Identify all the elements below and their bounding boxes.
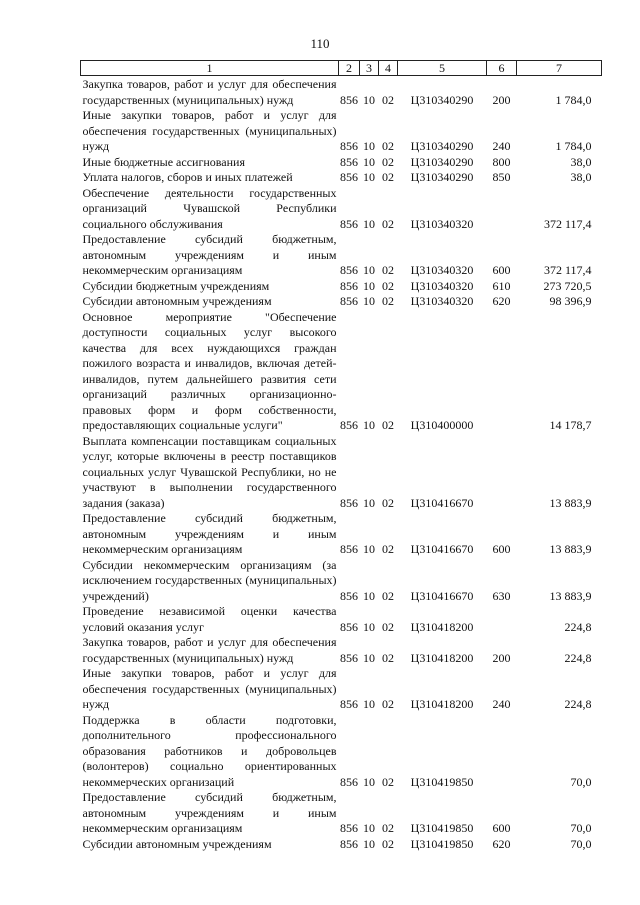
target-article-code: Ц310416670 — [410, 588, 474, 603]
amount: 224,8 — [564, 619, 592, 634]
section-code: 10 — [363, 588, 375, 603]
subsection-code: 02 — [382, 697, 394, 711]
row-name: Поддержка в области подготовки, дополнительного профессионального образования работников и добровольцев (волонтеров) социально ориентированных некоммерческих организаций — [82, 712, 337, 789]
ministry-code: 856 — [340, 216, 358, 231]
ministry-code: 856 — [340, 278, 358, 293]
ministry-code: 856 — [340, 154, 358, 169]
ministry-code: 856 — [340, 697, 358, 711]
subsection-code: 02 — [382, 619, 394, 634]
amount: 38,0 — [570, 154, 592, 169]
target-article-code: Ц310418200 — [410, 619, 474, 634]
budget-table — [80, 60, 602, 852]
target-article-code: Ц310340320 — [410, 263, 474, 277]
target-article-code: Ц310340290 — [410, 170, 474, 184]
target-article-code: Ц310400000 — [410, 418, 474, 432]
expense-type-code: 200 — [492, 650, 511, 665]
target-article-code: Ц310340290 — [410, 139, 474, 153]
subsection-code: 02 — [382, 821, 394, 835]
page-number: 110 — [310, 36, 330, 51]
ministry-code: 856 — [340, 836, 358, 851]
amount: 38,0 — [570, 170, 592, 184]
target-article-code: Ц310419850 — [410, 836, 474, 851]
expense-type-code: 850 — [492, 170, 511, 184]
target-article-code: Ц310418200 — [410, 697, 474, 711]
expense-type-code — [487, 310, 517, 434]
ministry-code: 856 — [340, 619, 358, 634]
subsection-code: 02 — [382, 139, 394, 153]
ministry-code: 856 — [340, 821, 358, 835]
row-name: Субсидии бюджетным учреждениям — [82, 278, 270, 293]
ministry-code: 856 — [340, 263, 358, 277]
column-header: 4 — [379, 61, 398, 76]
section-code: 10 — [363, 542, 375, 556]
section-code: 10 — [363, 418, 375, 432]
ministry-code: 856 — [340, 92, 358, 107]
amount: 70,0 — [570, 821, 592, 835]
amount: 1 784,0 — [555, 92, 592, 107]
row-name: Субсидии автономным учреждениям — [82, 294, 272, 308]
target-article-code: Ц310416670 — [410, 542, 474, 556]
table-row — [81, 155, 602, 171]
amount: 224,8 — [564, 650, 592, 665]
subsection-code: 02 — [382, 774, 394, 789]
amount: 372 117,4 — [543, 263, 592, 277]
table-row — [81, 837, 602, 853]
amount: 372 117,4 — [543, 216, 592, 231]
row-name: Иные закупки товаров, работ и услуг для обеспечения государственных (муниципальных) нужд — [82, 666, 337, 711]
subsection-code: 02 — [382, 294, 394, 308]
table-row — [81, 76, 602, 109]
target-article-code: Ц310340290 — [410, 154, 474, 169]
target-article-code: Ц310419850 — [410, 821, 474, 835]
amount: 224,8 — [564, 697, 592, 711]
column-header: 2 — [339, 61, 360, 76]
ministry-code: 856 — [340, 650, 358, 665]
section-code: 10 — [363, 774, 375, 789]
expense-type-code: 620 — [492, 836, 511, 851]
expense-type-code: 600 — [492, 542, 511, 556]
expense-type-code: 800 — [492, 154, 511, 169]
amount: 70,0 — [570, 836, 592, 851]
target-article-code: Ц310340320 — [410, 294, 474, 308]
ministry-code: 856 — [340, 774, 358, 789]
expense-type-code: 240 — [492, 139, 511, 153]
section-code: 10 — [363, 92, 375, 107]
ministry-code: 856 — [340, 588, 358, 603]
target-article-code: Ц310416670 — [410, 495, 474, 510]
row-name: Уплата налогов, сборов и иных платежей — [82, 170, 293, 184]
section-code: 10 — [363, 170, 375, 184]
row-name: Предоставление субсидий бюджетным, автономным учреждениям и иным некоммерческим организациям — [82, 790, 337, 835]
subsection-code: 02 — [382, 170, 394, 184]
subsection-code: 02 — [382, 263, 394, 277]
subsection-code: 02 — [382, 92, 394, 107]
amount: 70,0 — [570, 774, 592, 789]
row-name: Субсидии автономным учреждениям — [82, 836, 272, 851]
column-header: 3 — [360, 61, 379, 76]
table-row — [81, 558, 602, 605]
expense-type-code: 200 — [492, 92, 511, 107]
expense-type-code: 610 — [492, 278, 511, 293]
column-header: 6 — [487, 61, 517, 76]
subsection-code: 02 — [382, 154, 394, 169]
subsection-code: 02 — [382, 216, 394, 231]
row-name: Предоставление субсидий бюджетным, автономным учреждениям и иным некоммерческим организациям — [82, 511, 337, 556]
table-row — [81, 635, 602, 666]
ministry-code: 856 — [340, 170, 358, 184]
amount: 13 883,9 — [549, 588, 592, 603]
target-article-code: Ц310340320 — [410, 216, 474, 231]
section-code: 10 — [363, 278, 375, 293]
section-code: 10 — [363, 216, 375, 231]
subsection-code: 02 — [382, 418, 394, 432]
section-code: 10 — [363, 697, 375, 711]
row-name: Предоставление субсидий бюджетным, автономным учреждениям и иным некоммерческим организациям — [82, 232, 337, 277]
amount: 98 396,9 — [549, 294, 592, 308]
subsection-code: 02 — [382, 542, 394, 556]
ministry-code: 856 — [340, 495, 358, 510]
section-code: 10 — [363, 139, 375, 153]
amount: 273 720,5 — [543, 278, 592, 293]
subsection-code: 02 — [382, 495, 394, 510]
table-row — [81, 186, 602, 233]
table-row — [81, 294, 602, 310]
table-row — [81, 666, 602, 713]
expense-type-code: 600 — [492, 821, 511, 835]
section-code: 10 — [363, 263, 375, 277]
row-name: Субсидии некоммерческим организациям (за исключением государственных (муниципальных) учреждений) — [82, 557, 337, 603]
row-name: Иные закупки товаров, работ и услуг для обеспечения государственных (муниципальных) нужд — [82, 108, 337, 153]
target-article-code: Ц310340290 — [410, 92, 474, 107]
expense-type-code: 600 — [492, 263, 511, 277]
table-row — [81, 713, 602, 791]
row-name: Закупка товаров, работ и услуг для обеспечения государственных (муниципальных) нужд — [82, 635, 337, 665]
amount: 13 883,9 — [549, 542, 592, 556]
row-name: Проведение независимой оценки качества условий оказания услуг — [82, 604, 337, 634]
section-code: 10 — [363, 154, 375, 169]
column-header: 7 — [517, 61, 602, 76]
subsection-code: 02 — [382, 650, 394, 665]
subsection-code: 02 — [382, 836, 394, 851]
ministry-code: 856 — [340, 139, 358, 153]
target-article-code: Ц310419850 — [410, 774, 474, 789]
ministry-code: 856 — [340, 418, 358, 432]
expense-type-code: 630 — [492, 588, 511, 603]
expense-type-code — [487, 434, 517, 512]
amount: 14 178,7 — [549, 418, 592, 432]
section-code: 10 — [363, 650, 375, 665]
subsection-code: 02 — [382, 588, 394, 603]
row-name: Иные бюджетные ассигнования — [82, 154, 245, 169]
table-row — [81, 108, 602, 155]
column-header: 1 — [81, 61, 339, 76]
table-row — [81, 310, 602, 434]
row-name: Закупка товаров, работ и услуг для обеспечения государственных (муниципальных) нужд — [82, 77, 337, 107]
section-code: 10 — [363, 821, 375, 835]
expense-type-code: 620 — [492, 294, 511, 308]
header-row — [81, 61, 602, 76]
ministry-code: 856 — [340, 294, 358, 308]
table-body — [81, 76, 602, 853]
table-header — [81, 61, 602, 76]
table-row — [81, 279, 602, 295]
expense-type-code — [487, 604, 517, 635]
subsection-code: 02 — [382, 278, 394, 293]
expense-type-code — [487, 713, 517, 791]
table-row — [81, 511, 602, 558]
table-row — [81, 170, 602, 186]
row-name: Основное мероприятие "Обеспечение доступности социальных услуг высокого качества для всех нуждающихся граждан пожилого возраста и инвалидов, включая детей-инвалидов, путем дальнейшего развития сети организаций различных организационно-правовых форм и форм собственности, предоставляющих социальные услуги" — [82, 309, 337, 432]
target-article-code: Ц310418200 — [410, 650, 474, 665]
table-row — [81, 232, 602, 279]
expense-type-code — [487, 186, 517, 233]
table-row — [81, 790, 602, 837]
section-code: 10 — [363, 619, 375, 634]
row-name: Выплата компенсации поставщикам социальных услуг, которые включены в реестр поставщиков социальных услуг Чувашской Республики, но не участвуют в выполнении государственного задания (заказа) — [82, 433, 337, 510]
table-row — [81, 434, 602, 512]
ministry-code: 856 — [340, 542, 358, 556]
row-name: Обеспечение деятельности государственных организаций Чувашской Республики социального обслуживания — [82, 185, 337, 231]
amount: 13 883,9 — [549, 495, 592, 510]
section-code: 10 — [363, 495, 375, 510]
table-row — [81, 604, 602, 635]
section-code: 10 — [363, 294, 375, 308]
amount: 1 784,0 — [555, 139, 592, 153]
column-header: 5 — [398, 61, 487, 76]
target-article-code: Ц310340320 — [410, 278, 474, 293]
expense-type-code: 240 — [492, 697, 511, 711]
section-code: 10 — [363, 836, 375, 851]
